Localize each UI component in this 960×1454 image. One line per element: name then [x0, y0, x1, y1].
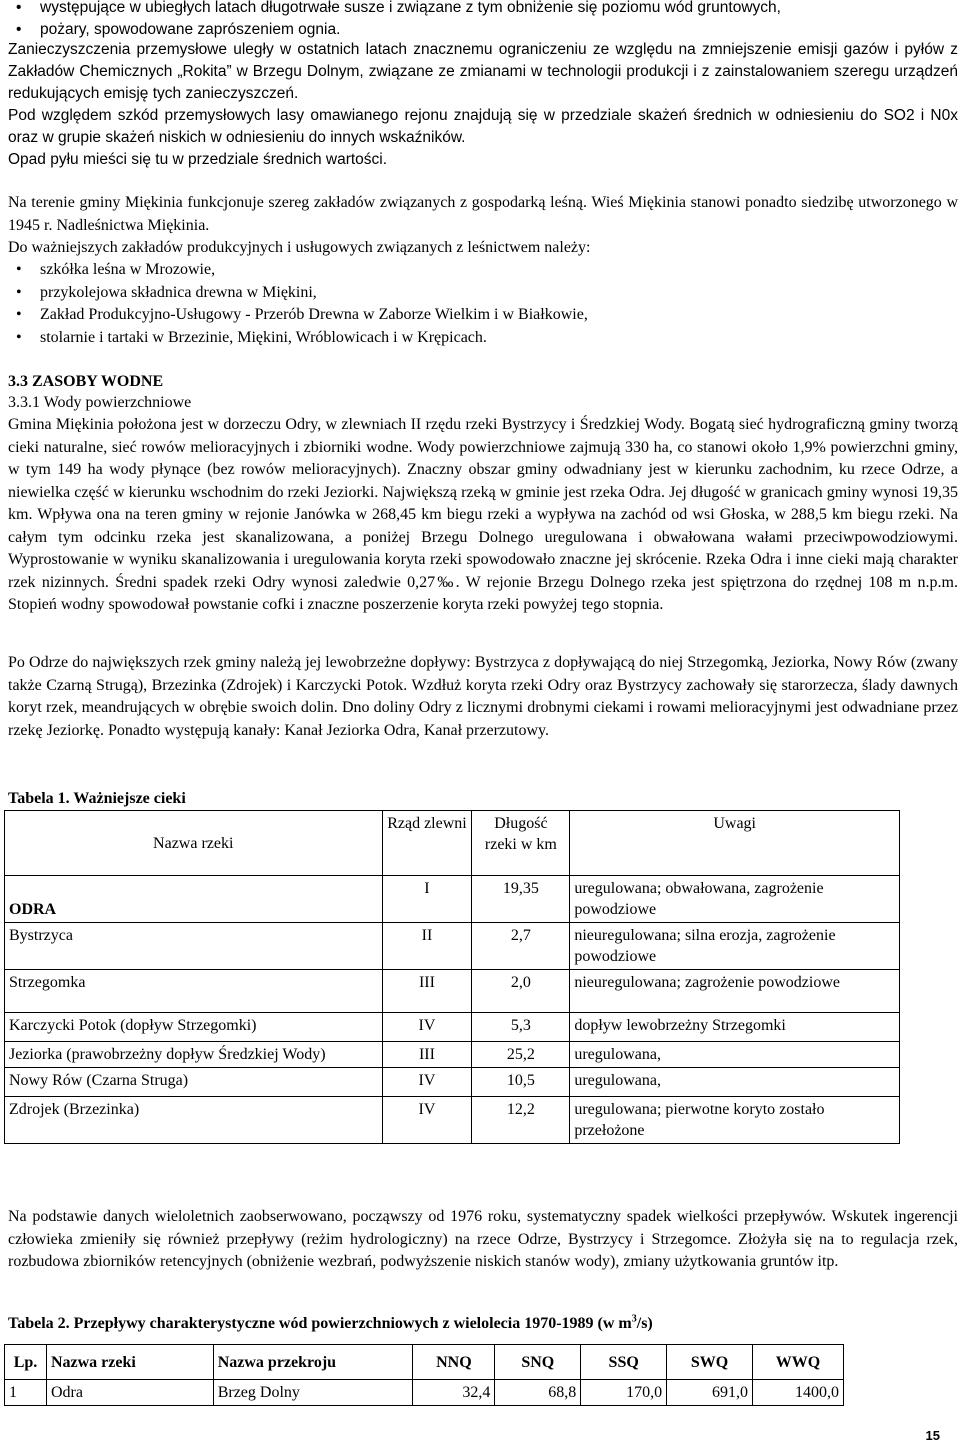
cell-order: IV	[382, 1013, 472, 1042]
header-ssq: SSQ	[581, 1345, 667, 1380]
header-section: Nazwa przekroju	[213, 1345, 413, 1380]
cell-notes: nieuregulowana; silna erozja, zagrożenie powodziowe	[570, 923, 900, 970]
cell-name: Nowy Rów (Czarna Struga)	[5, 1068, 383, 1097]
paragraph-dust: Opad pyłu mieści się tu w przedziale średnich wartości.	[8, 151, 388, 168]
cell-name: Karczycki Potok (dopływ Strzegomki)	[5, 1013, 383, 1042]
plants-list	[8, 259, 958, 349]
table-header-row	[5, 1345, 844, 1380]
table-row	[5, 970, 900, 1013]
list-item: • przykolejowa składnica drewna w Miękini,	[8, 282, 958, 305]
paragraph-surface-water: Gmina Miękinia położona jest w dorzeczu Odry, w zlewniach II rzędu rzeki Bystrzycy i Średzkiej Wody. Bogatą sieć hydrograficzną gminy tworzą cieki naturalne, sieć rowów melioracyjnych i zbiorniki wodne. Wody powierzchniowe zajmują 330 ha, co stanowi około 1,9% powierzchni gminy, w tym 149 ha wody płynące (bez rowów melioracyjnych). Znaczny obszar gminy odwadniany jest w kierunku zachodnim, ku rzece Odrze, a niewielka część w kierunku wschodnim do rzeki Jeziorki. Największą rzeką w gminie jest rzeka Odra. Jej długość w granicach gminy wynosi 19,35 km. Wpływa ona na teren gminy w rejonie Janówka w 268,45 km biegu rzeki a wypływa na zachód od wsi Głoska, w 288,5 km biegu rzeki. Na całym tym odcinku rzeka jest skanalizowana, a poniżej Brzegu Dolnego uregulowana i obwałowana wałami przeciwpowodziowymi. Wyprostowanie w wyniku skanalizowania i uregulowania koryta rzeki spowodowało znaczne jej skrócenie. Rzeka Odra i inne cieki mają charakter rzek nizinnych. Średni spadek rzeki Odry wynosi zaledwie 0,27‰. W rejonie Brzegu Dolnego rzeka jest spiętrzona do rzędnej 108 m n.p.m. Stopień wodny spowodował powstanie cofki i znaczne poszerzenie koryta rzeki powyżej tego stopnia.	[8, 416, 958, 613]
table-row	[5, 1042, 900, 1068]
list-item: • stolarnie i tartaki w Brzezinie, Miękini, Wróblowicach i w Krępicach.	[8, 327, 958, 350]
header-length: Długość rzeki w km	[472, 811, 570, 876]
cell-swq: 691,0	[667, 1380, 753, 1406]
table-row	[5, 1068, 900, 1097]
cell-notes: dopływ lewobrzeżny Strzegomki	[570, 1013, 900, 1042]
cell-notes: uregulowana; obwałowana, zagrożenie powodziowe	[570, 876, 900, 923]
bullet-icon: •	[16, 306, 22, 323]
header-river-name: Nazwa rzeki	[5, 811, 383, 876]
bullet-icon: •	[16, 328, 22, 346]
paragraph-damage: Pod względem szkód przemysłowych lasy omawianego rejonu znajdują się w przedziale skażeń średnich w odniesieniu do SO2 i N0x oraz w grupie skażeń niskich w odniesieniu do innych wskaźników.	[8, 107, 958, 146]
cell-length: 10,5	[472, 1068, 570, 1097]
table-row	[5, 1013, 900, 1042]
hazard-list	[8, 0, 958, 41]
cell-length: 2,7	[472, 923, 570, 970]
cell-name: ODRA	[5, 876, 383, 923]
header-snq: SNQ	[495, 1345, 581, 1380]
cell-name: Bystrzyca	[5, 923, 383, 970]
cell-snq: 68,8	[495, 1380, 581, 1406]
list-item: • Zakład Produkcyjno-Usługowy - Przerób Drewna w Zaborze Wielkim i w Białkowie,	[8, 304, 958, 327]
paragraph-plants-intro: Do ważniejszych zakładów produkcyjnych i usługowych związanych z leśnictwem należy:	[8, 239, 591, 256]
flows-table	[4, 1344, 844, 1406]
cell-notes: uregulowana; pierwotne koryto zostało przełożone	[570, 1097, 900, 1144]
bullet-icon: •	[16, 261, 22, 278]
paragraph-forestry: Na terenie gminy Miękinia funkcjonuje szereg zakładów związanych z gospodarką leśną. Wieś Miękinia stanowi ponadto siedzibę utworzonego w 1945 r. Nadleśnictwa Miękinia.	[8, 194, 958, 234]
cell-wwq: 1400,0	[753, 1380, 844, 1406]
header-order: Rząd zlewni	[382, 811, 472, 876]
cell-order: IV	[382, 1097, 472, 1144]
cell-length: 25,2	[472, 1042, 570, 1068]
cell-section: Brzeg Dolny	[213, 1380, 413, 1406]
page-number: 15	[925, 1428, 940, 1443]
cell-lp: 1	[5, 1380, 47, 1406]
table2-caption: Tabela 2. Przepływy charakterystyczne wód powierzchniowych z wielolecia 1970-1989 (w $m^3/s$)	[8, 1313, 653, 1332]
cell-length: 2,0	[472, 970, 570, 1013]
header-lp: Lp.	[5, 1345, 47, 1380]
cell-ssq: 170,0	[581, 1380, 667, 1406]
table-row	[5, 876, 900, 923]
table-header-row	[5, 811, 900, 876]
paragraph-industry: Zanieczyszczenia przemysłowe uległy w ostatnich latach znacznemu ograniczeniu ze względu na zmniejszenie emisji gazów i pyłów z Zakładów Chemicznych „Rokita” w Brzegu Dolnym, związane ze zmianami w technologii produkcji i z zainstalowaniem szeregu urządzeń redukujących emisję tych zanieczyszczeń.	[8, 41, 958, 102]
bullet-icon: •	[16, 21, 22, 38]
subsection-heading-surface: 3.3.1 Wody powierzchniowe	[8, 394, 192, 411]
cell-length: 19,35	[472, 876, 570, 923]
cell-name: Strzegomka	[5, 970, 383, 1013]
table1-caption: Tabela 1. Ważniejsze cieki	[8, 790, 186, 807]
header-swq: SWQ	[667, 1345, 753, 1380]
cell-order: II	[382, 923, 472, 970]
paragraph-flows: Na podstawie danych wieloletnich zaobserwowano, począwszy od 1976 roku, systematyczny spadek wielkości przepływów. Wskutek ingerencji człowieka zmieniły się również przepływy (reżim hydrologiczny) na rzece Odrze, Bystrzycy i Strzegomce. Złożyła się na to regulacja rzek, rozbudowa zbiorników retencyjnych (obniżenie wezbrań, podwyższenie niskich stanów wody), zmiany użytkowania gruntów itp.	[8, 1208, 958, 1270]
list-item: • szkółka leśna w Mrozowie,	[8, 259, 958, 282]
cell-order: III	[382, 970, 472, 1013]
bullet-icon: •	[16, 283, 22, 301]
table-row	[5, 1380, 844, 1406]
section-heading-water: 3.3 ZASOBY WODNE	[8, 373, 164, 390]
cell-notes: uregulowana,	[570, 1068, 900, 1097]
cell-order: IV	[382, 1068, 472, 1097]
paragraph-tributaries: Po Odrze do największych rzek gminy należą jej lewobrzeżne dopływy: Bystrzyca z dopływającą do niej Strzegomką, Jeziorka, Nowy Rów (zwany także Czarną Strugą), Brzezinka (Zdrojek) i Karczycki Potok. Wzdłuż koryta rzeki Odry oraz Bystrzycy zachowały się starorzecza, ślady dawnych koryt rzek, meandrujących w obrębie swoich dolin. Dno doliny Odry z licznymi drobnymi ciekami i rowami melioracyjnymi jest odwadniane przez rzekę Jeziorkę. Ponadto występują kanały: Kanał Jeziorka Odra, Kanał przerzutowy.	[8, 654, 958, 739]
cell-order: I	[382, 876, 472, 923]
header-notes: Uwagi	[570, 811, 900, 876]
bullet-icon: •	[16, 0, 22, 16]
cell-name: Zdrojek (Brzezinka)	[5, 1097, 383, 1144]
cell-length: 5,3	[472, 1013, 570, 1042]
list-item: • pożary, spowodowane zaprószeniem ognia.	[8, 19, 958, 41]
cell-notes: nieuregulowana; zagrożenie powodziowe	[570, 970, 900, 1013]
cell-notes: uregulowana,	[570, 1042, 900, 1068]
list-item: • występujące w ubiegłych latach długotrwałe susze i związane z tym obniżenie się poziomu wód gruntowych,	[8, 0, 958, 19]
cell-order: III	[382, 1042, 472, 1068]
header-nnq: NNQ	[413, 1345, 495, 1380]
cell-length: 12,2	[472, 1097, 570, 1144]
table-row	[5, 1097, 900, 1144]
header-river: Nazwa rzeki	[46, 1345, 213, 1380]
cell-nnq: 32,4	[413, 1380, 495, 1406]
cell-name: Jeziorka (prawobrzeżny dopływ Średzkiej Wody)	[5, 1042, 383, 1068]
cell-river: Odra	[46, 1380, 213, 1406]
table-row	[5, 923, 900, 970]
rivers-table	[4, 810, 900, 1144]
header-wwq: WWQ	[753, 1345, 844, 1380]
